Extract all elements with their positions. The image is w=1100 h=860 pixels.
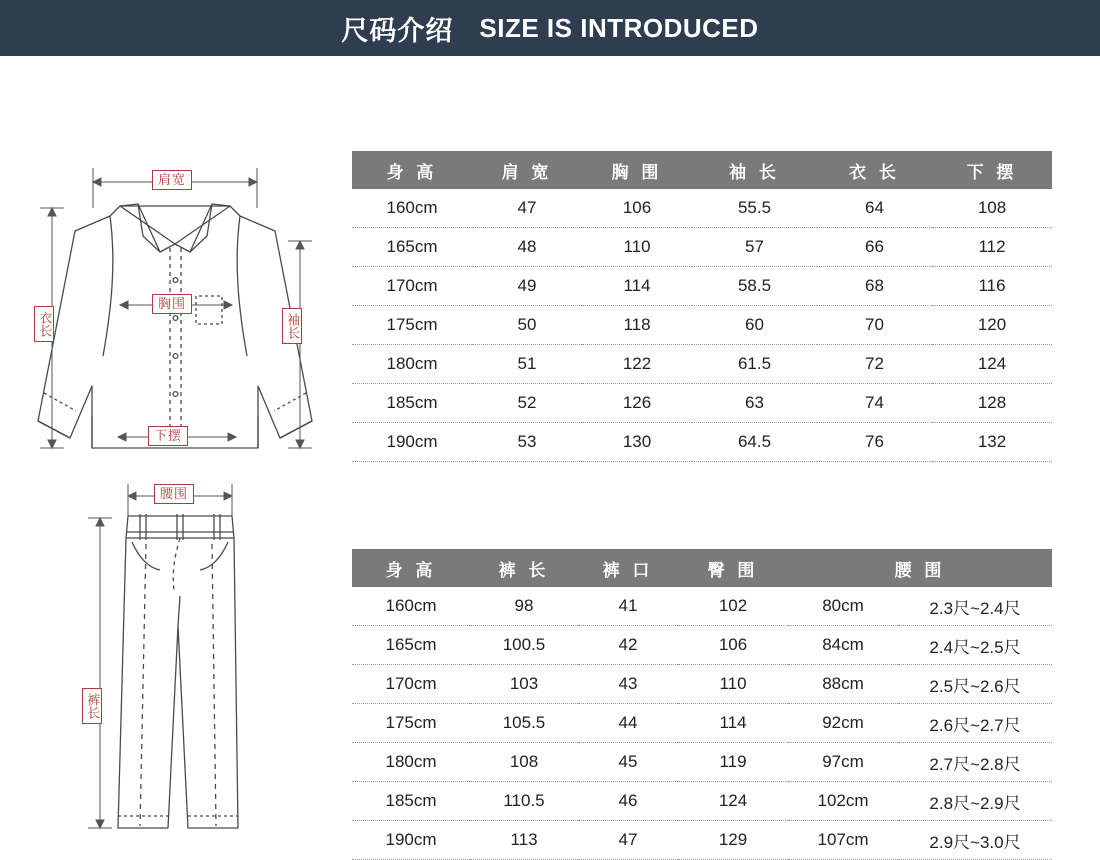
cell: 41 bbox=[578, 587, 678, 626]
shirt-figure bbox=[0, 56, 350, 456]
cell: 98 bbox=[470, 587, 578, 626]
label-pant-length: 裤长 bbox=[82, 688, 102, 724]
cell: 114 bbox=[582, 267, 692, 306]
table-row bbox=[352, 228, 1052, 267]
cell: 180cm bbox=[352, 345, 472, 384]
cell: 107cm bbox=[788, 821, 898, 860]
page-title-cn: 尺码介绍 bbox=[341, 15, 454, 46]
cell: 63 bbox=[692, 384, 817, 423]
column-header: 臀 围 bbox=[678, 549, 788, 587]
cell: 92cm bbox=[788, 704, 898, 743]
cell: 108 bbox=[470, 743, 578, 782]
table-header-row bbox=[352, 151, 1052, 189]
page-title-en: SIZE IS INTRODUCED bbox=[479, 12, 759, 43]
cell: 2.3尺~2.4尺 bbox=[898, 587, 1052, 626]
cell: 185cm bbox=[352, 384, 472, 423]
cell: 44 bbox=[578, 704, 678, 743]
cell: 46 bbox=[578, 782, 678, 821]
cell: 66 bbox=[817, 228, 932, 267]
cell: 60 bbox=[692, 306, 817, 345]
table-row bbox=[352, 384, 1052, 423]
cell: 106 bbox=[582, 189, 692, 228]
cell: 76 bbox=[817, 423, 932, 462]
cell: 110.5 bbox=[470, 782, 578, 821]
table-row bbox=[352, 587, 1052, 626]
cell: 119 bbox=[678, 743, 788, 782]
cell: 51 bbox=[472, 345, 582, 384]
label-waist: 腰围 bbox=[154, 484, 194, 504]
table-row bbox=[352, 821, 1052, 860]
table-row bbox=[352, 626, 1052, 665]
cell: 72 bbox=[817, 345, 932, 384]
table-row bbox=[352, 267, 1052, 306]
cell: 122 bbox=[582, 345, 692, 384]
cell: 116 bbox=[932, 267, 1052, 306]
cell: 57 bbox=[692, 228, 817, 267]
column-header: 裤 口 bbox=[578, 549, 678, 587]
cell: 110 bbox=[582, 228, 692, 267]
cell: 49 bbox=[472, 267, 582, 306]
cell: 97cm bbox=[788, 743, 898, 782]
trousers-size-table bbox=[352, 549, 1052, 860]
cell: 2.5尺~2.6尺 bbox=[898, 665, 1052, 704]
cell: 120 bbox=[932, 306, 1052, 345]
shirt-size-table bbox=[352, 151, 1052, 462]
trousers-size-table-wrapper bbox=[352, 549, 1052, 860]
cell: 175cm bbox=[352, 704, 470, 743]
cell: 48 bbox=[472, 228, 582, 267]
cell: 175cm bbox=[352, 306, 472, 345]
cell: 2.7尺~2.8尺 bbox=[898, 743, 1052, 782]
cell: 160cm bbox=[352, 189, 472, 228]
table-row bbox=[352, 345, 1052, 384]
table-row bbox=[352, 782, 1052, 821]
cell: 64.5 bbox=[692, 423, 817, 462]
label-sleeve-length: 袖长 bbox=[282, 308, 302, 344]
cell: 102 bbox=[678, 587, 788, 626]
cell: 2.8尺~2.9尺 bbox=[898, 782, 1052, 821]
cell: 43 bbox=[578, 665, 678, 704]
shirt-size-section bbox=[0, 56, 1100, 456]
column-header: 肩 宽 bbox=[472, 151, 582, 189]
cell: 103 bbox=[470, 665, 578, 704]
cell: 47 bbox=[578, 821, 678, 860]
column-header: 下 摆 bbox=[932, 151, 1052, 189]
label-garment-length: 衣长 bbox=[34, 306, 54, 342]
cell: 128 bbox=[932, 384, 1052, 423]
cell: 50 bbox=[472, 306, 582, 345]
cell: 129 bbox=[678, 821, 788, 860]
table-row bbox=[352, 743, 1052, 782]
cell: 2.4尺~2.5尺 bbox=[898, 626, 1052, 665]
cell: 58.5 bbox=[692, 267, 817, 306]
table-row bbox=[352, 665, 1052, 704]
column-header: 袖 长 bbox=[692, 151, 817, 189]
label-shoulder-width: 肩宽 bbox=[152, 170, 192, 190]
column-header: 腰 围 bbox=[788, 549, 1052, 587]
cell: 80cm bbox=[788, 587, 898, 626]
cell: 88cm bbox=[788, 665, 898, 704]
table-row bbox=[352, 189, 1052, 228]
cell: 53 bbox=[472, 423, 582, 462]
cell: 113 bbox=[470, 821, 578, 860]
cell: 55.5 bbox=[692, 189, 817, 228]
cell: 165cm bbox=[352, 228, 472, 267]
column-header: 胸 围 bbox=[582, 151, 692, 189]
cell: 160cm bbox=[352, 587, 470, 626]
trousers-diagram bbox=[0, 456, 350, 837]
label-hem: 下摆 bbox=[148, 426, 188, 446]
cell: 70 bbox=[817, 306, 932, 345]
cell: 190cm bbox=[352, 423, 472, 462]
cell: 52 bbox=[472, 384, 582, 423]
cell: 170cm bbox=[352, 267, 472, 306]
cell: 68 bbox=[817, 267, 932, 306]
cell: 190cm bbox=[352, 821, 470, 860]
cell: 126 bbox=[582, 384, 692, 423]
column-header: 身 高 bbox=[352, 151, 472, 189]
page-header bbox=[0, 0, 1100, 56]
trousers-size-section bbox=[0, 456, 1100, 852]
cell: 114 bbox=[678, 704, 788, 743]
cell: 105.5 bbox=[470, 704, 578, 743]
cell: 45 bbox=[578, 743, 678, 782]
cell: 132 bbox=[932, 423, 1052, 462]
cell: 106 bbox=[678, 626, 788, 665]
table-header-row bbox=[352, 549, 1052, 587]
cell: 118 bbox=[582, 306, 692, 345]
cell: 61.5 bbox=[692, 345, 817, 384]
trousers-figure bbox=[0, 456, 350, 837]
column-header: 裤 长 bbox=[470, 549, 578, 587]
cell: 185cm bbox=[352, 782, 470, 821]
cell: 47 bbox=[472, 189, 582, 228]
cell: 74 bbox=[817, 384, 932, 423]
cell: 42 bbox=[578, 626, 678, 665]
cell: 170cm bbox=[352, 665, 470, 704]
cell: 124 bbox=[932, 345, 1052, 384]
table-row bbox=[352, 306, 1052, 345]
cell: 2.9尺~3.0尺 bbox=[898, 821, 1052, 860]
cell: 64 bbox=[817, 189, 932, 228]
cell: 130 bbox=[582, 423, 692, 462]
column-header: 衣 长 bbox=[817, 151, 932, 189]
cell: 110 bbox=[678, 665, 788, 704]
column-header: 身 高 bbox=[352, 549, 470, 587]
cell: 180cm bbox=[352, 743, 470, 782]
shirt-diagram bbox=[0, 56, 350, 456]
cell: 108 bbox=[932, 189, 1052, 228]
cell: 165cm bbox=[352, 626, 470, 665]
cell: 84cm bbox=[788, 626, 898, 665]
cell: 102cm bbox=[788, 782, 898, 821]
shirt-size-table-wrapper bbox=[352, 151, 1052, 462]
cell: 2.6尺~2.7尺 bbox=[898, 704, 1052, 743]
cell: 124 bbox=[678, 782, 788, 821]
cell: 100.5 bbox=[470, 626, 578, 665]
label-chest: 胸围 bbox=[152, 294, 192, 314]
table-row bbox=[352, 704, 1052, 743]
cell: 112 bbox=[932, 228, 1052, 267]
